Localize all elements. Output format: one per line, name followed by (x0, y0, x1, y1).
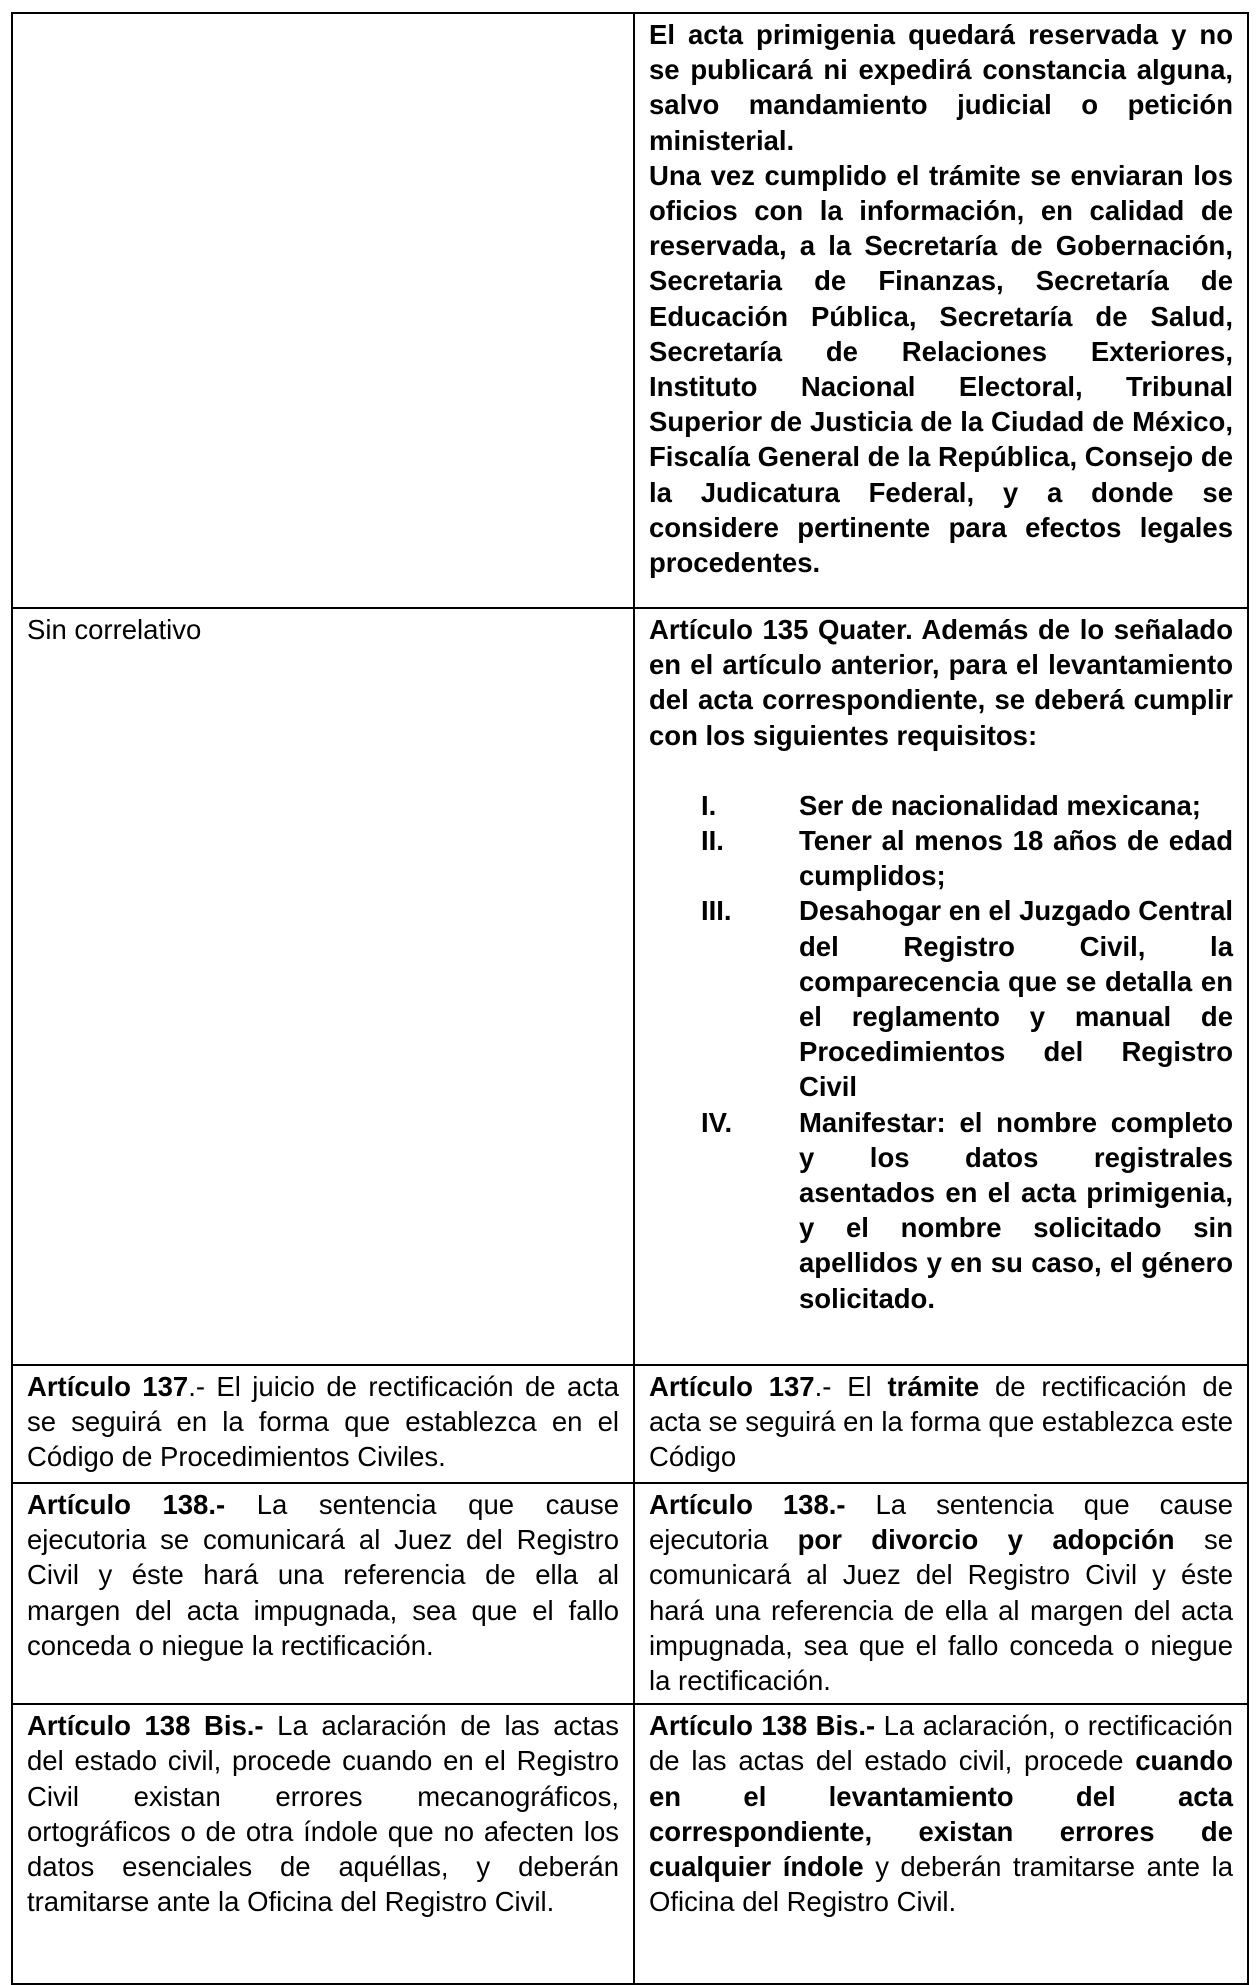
article-text-highlight: por divorcio y adopción (797, 1524, 1175, 1556)
current-text-cell (12, 13, 634, 608)
current-text-cell (12, 1365, 634, 1483)
table-row (12, 1704, 1248, 1984)
requirements-list (649, 788, 1233, 1316)
list-item (649, 823, 1233, 893)
article-text: y deberán tramitarse ante la Oficina del Registro Civil. (649, 1851, 1233, 1918)
article-text: La aclaración de las actas del estado civil, procede cuando en el Registro Civil existan errores mecanográficos, ortográficos o de otra índole que no afecten los datos esenciales de aquéllas, y deberán tramitarse ante la Oficina del Registro Civil. (27, 1710, 619, 1918)
proposed-text-cell (634, 13, 1248, 608)
article-text: La sentencia que cause ejecutoria se comunicará al Juez del Registro Civil y éste hará una referencia de ella al margen del acta impugnada, sea que el fallo conceda o niegue la rectificación. (27, 1489, 619, 1661)
article-heading: Artículo 137 (27, 1371, 189, 1402)
article-text: La sentencia que cause ejecutoria (649, 1489, 1233, 1556)
current-text-cell (12, 1483, 634, 1704)
article-heading: Artículo 138.- (27, 1489, 226, 1520)
proposed-text-cell (634, 1704, 1248, 1984)
article-text: de rectificación de acta se seguirá en la forma que establezca este Código (649, 1371, 1234, 1473)
article-heading: Artículo 138 Bis.- (27, 1710, 264, 1742)
list-number: I. (701, 789, 717, 821)
list-text: Desahogar en el Juzgado Central del Registro Civil, la comparecencia que se detalla en el reglamento y manual de Procedimientos del Registro Civil (799, 895, 1233, 1103)
list-number: IV. (701, 1106, 733, 1138)
paragraph (649, 1369, 1233, 1475)
paragraph (27, 1369, 619, 1475)
article-text-highlight: cuando en el levantamiento del acta correspondiente, existan errores de cualquier índole (649, 1745, 1233, 1883)
table-row (12, 608, 1248, 1365)
article-heading: Artículo 137 (649, 1371, 815, 1402)
no-correlative-label: Sin correlativo (27, 614, 202, 645)
paragraph: El acta primigenia quedará reservada y no se publicará ni expedirá constancia alguna, salvo mandamiento judicial o petición ministerial. (649, 19, 1233, 156)
current-text-cell (12, 1704, 634, 1984)
list-item (649, 788, 1233, 823)
list-number: III. (701, 895, 732, 927)
proposed-text-cell (634, 608, 1248, 1365)
paragraph: Una vez cumplido el trámite se enviaran los oficios con la información, en calidad de reservada, a la Secretaría de Gobernación, Secretaria de Finanzas, Secretaría de Educación Pública, Secretaría de Salud, Secretaría de Relaciones Exteriores, Instituto Nacional Electoral, Tribunal Superior de Justicia de la Ciudad de México, Fiscalía General de la República, Consejo de la Judicatura Federal, y a donde se considere pertinente para efectos legales procedentes. (649, 159, 1233, 579)
paragraph (649, 1487, 1233, 1698)
article-text: .- El juicio de rectificación de acta se seguirá en la forma que establezca en el Código de Procedimientos Civiles. (27, 1371, 619, 1473)
article-intro: Artículo 135 Quater. Además de lo señalado en el artículo anterior, para el levantamiento del acta correspondiente, se deberá cumplir con los siguientes requisitos: (649, 614, 1233, 751)
table-row (12, 1483, 1248, 1704)
list-text: Ser de nacionalidad mexicana; (799, 789, 1201, 821)
article-text: se comunicará al Juez del Registro Civil y éste hará una referencia de ella al margen del acta impugnada, sea que el fallo conceda o niegue la rectificación. (649, 1524, 1233, 1697)
current-text-cell (12, 608, 634, 1365)
article-heading: Artículo 138.- (649, 1489, 846, 1520)
list-text: Manifestar: el nombre completo y los datos registrales asentados en el acta primigenia, y el nombre solicitado sin apellidos y en su caso, el género solicitado. (799, 1106, 1233, 1314)
table-row (12, 1365, 1248, 1483)
paragraph (27, 1487, 619, 1663)
list-item (649, 893, 1233, 1104)
proposed-text-cell (634, 1483, 1248, 1704)
list-number: II. (701, 825, 724, 857)
list-item (649, 1105, 1233, 1316)
paragraph (27, 1708, 619, 1919)
list-text: Tener al menos 18 años de edad cumplidos; (799, 825, 1233, 892)
proposed-text-cell (634, 1365, 1248, 1483)
paragraph (649, 1708, 1233, 1919)
article-text: La aclaración, o rectificación de las actas del estado civil, procede (649, 1710, 1233, 1777)
article-heading: Artículo 138 Bis.- (649, 1710, 876, 1742)
article-text-highlight: trámite (887, 1371, 980, 1402)
table-row (12, 13, 1248, 608)
comparison-table (11, 12, 1249, 1985)
article-text: .- El (814, 1371, 888, 1402)
